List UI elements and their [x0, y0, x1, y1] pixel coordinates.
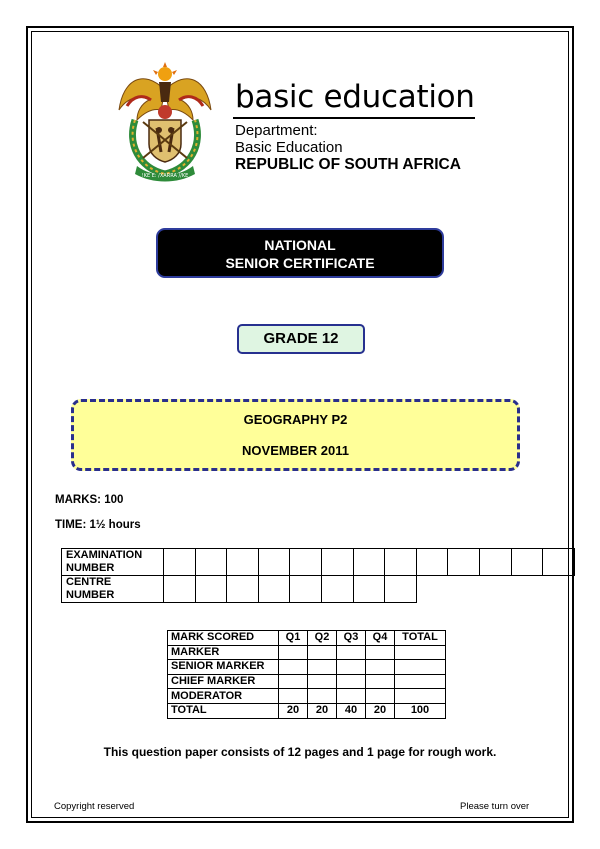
centre-number-cell[interactable] [227, 576, 259, 603]
copyright-footer: Copyright reserved [54, 801, 135, 812]
centre-number-cell[interactable] [258, 576, 290, 603]
exam-number-cell[interactable] [321, 549, 353, 576]
total-q2: 20 [308, 703, 337, 718]
coat-of-arms-logo [113, 60, 217, 184]
table-row [168, 689, 446, 704]
certificate-banner [156, 228, 444, 278]
department-label: Department: [235, 122, 318, 139]
exam-number-cell[interactable] [195, 549, 227, 576]
row-label: CHIEF MARKER [168, 674, 279, 689]
table-header: Q1 [279, 631, 308, 646]
time-label: TIME: 1½ hours [55, 519, 141, 531]
exam-number-cell[interactable] [448, 549, 480, 576]
table-header: TOTAL [395, 631, 446, 646]
exam-session: NOVEMBER 2011 [242, 443, 349, 458]
svg-text:!KE E: /XARRA //KE: !KE E: /XARRA //KE [141, 173, 189, 179]
row-label: MODERATOR [168, 689, 279, 704]
table-header: Q2 [308, 631, 337, 646]
exam-number-cell[interactable] [164, 549, 196, 576]
centre-number-cell[interactable] [385, 576, 417, 603]
exam-number-cell[interactable] [511, 549, 543, 576]
total-q3: 40 [337, 703, 366, 718]
marks-label: MARKS: 100 [55, 494, 124, 506]
table-header: MARK SCORED [168, 631, 279, 646]
exam-number-cell[interactable] [353, 549, 385, 576]
brand-divider [233, 117, 475, 119]
total-q1: 20 [279, 703, 308, 718]
exam-number-cell[interactable] [258, 549, 290, 576]
mark-scored-table [167, 630, 446, 719]
exam-number-cell[interactable] [227, 549, 259, 576]
candidate-number-table [61, 548, 575, 603]
exam-number-cell[interactable] [543, 549, 575, 576]
table-row [168, 631, 446, 646]
exam-number-cell[interactable] [479, 549, 511, 576]
certificate-line-2: SENIOR CERTIFICATE [225, 255, 375, 271]
examination-number-label: EXAMINATION NUMBER [62, 549, 164, 576]
table-row [168, 645, 446, 660]
table-row [168, 660, 446, 675]
table-header: Q3 [337, 631, 366, 646]
certificate-line-1: NATIONAL [264, 237, 336, 253]
brand-title: basic education [235, 79, 475, 115]
grade-badge: GRADE 12 [237, 324, 365, 354]
centre-number-cell[interactable] [164, 576, 196, 603]
centre-number-cell[interactable] [353, 576, 385, 603]
total-q4: 20 [366, 703, 395, 718]
row-label: MARKER [168, 645, 279, 660]
table-row [168, 703, 446, 718]
table-row [168, 674, 446, 689]
row-label: SENIOR MARKER [168, 660, 279, 675]
country-name: REPUBLIC OF SOUTH AFRICA [235, 156, 461, 173]
centre-number-cell[interactable] [321, 576, 353, 603]
exam-number-cell[interactable] [290, 549, 322, 576]
centre-number-label: CENTRE NUMBER [62, 576, 164, 603]
subject-title: GEOGRAPHY P2 [243, 412, 348, 427]
exam-number-cell[interactable] [416, 549, 448, 576]
total-overall: 100 [395, 703, 446, 718]
department-name: Basic Education [235, 139, 343, 156]
centre-number-cell[interactable] [290, 576, 322, 603]
page-count-note: This question paper consists of 12 pages and 1 page for rough work. [103, 745, 497, 759]
subject-banner [71, 399, 520, 471]
table-header: Q4 [366, 631, 395, 646]
centre-number-cell[interactable] [195, 576, 227, 603]
row-label: TOTAL [168, 703, 279, 718]
turn-over-footer: Please turn over [460, 801, 530, 812]
exam-number-cell[interactable] [385, 549, 417, 576]
